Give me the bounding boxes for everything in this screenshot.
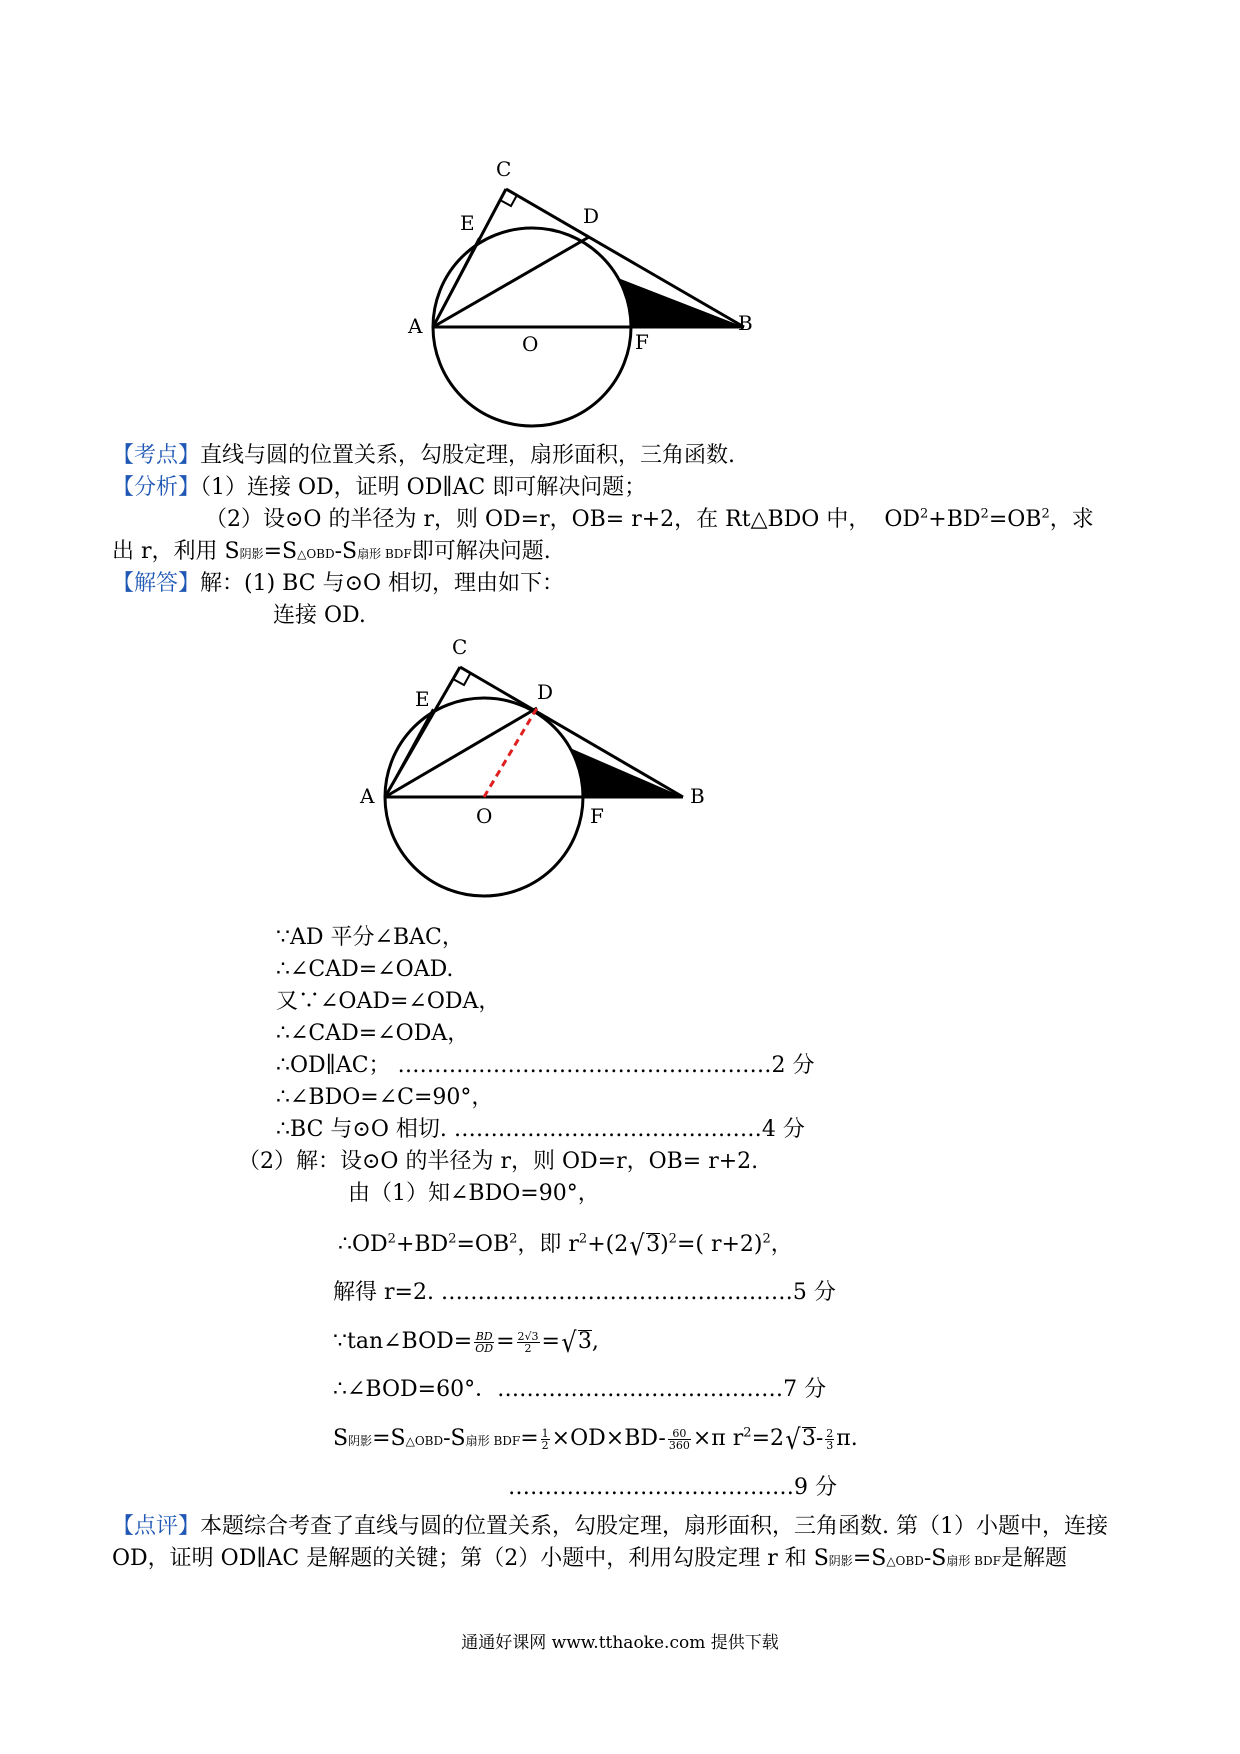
label-c: C [452,635,468,659]
kaodian-line [112,441,735,471]
fenxi-line-3: 出 r，利用 S阴影=S△OBD-S扇形 BDF即可解决问题. [112,539,551,564]
dianping-tag: 【点评】 [112,1514,201,1539]
proof-s1: ∵AD 平分∠BAC， [276,925,464,950]
label-f: F [590,804,604,828]
jieda-tag: 【解答】 [112,571,201,596]
fenxi-p1: （1）连接 OD，证明 OD∥AC 即可解决问题； [200,475,647,500]
proof-s3: 又∵∠OAD=∠ODA， [276,989,501,1014]
proof-s5: ∴OD∥AC； ……………………………………………2 分 [276,1053,815,1078]
figure-1 [400,150,780,430]
part2-intro: （2）解：设⊙O 的半径为 r，则 OD=r，OB= r+2. [238,1149,759,1174]
label-b: B [690,784,705,808]
jieda-connect: 连接 OD. [273,603,366,628]
od-dashed-line [484,708,537,797]
label-a: A [408,314,423,338]
proof-s7: ∴BC 与⊙O 相切. ……………………………………4 分 [276,1117,805,1142]
bod-60: ∴∠BOD=60°．…………………………………7 分 [333,1377,827,1402]
part2-from: 由（1）知∠BDO=90°， [348,1181,600,1206]
label-d: D [583,204,600,228]
kaodian-tag: 【考点】 [112,443,201,468]
page-footer: 通通好课网 www.tthaoke.com 提供下载 [461,1633,779,1653]
figure-2 [355,630,725,910]
shaded-region [618,278,744,327]
fenxi-tag: 【分析】 [112,475,201,500]
jieda-line-1 [112,569,564,599]
label-b: B [738,311,753,335]
solve-r: 解得 r=2. …………………………………………5 分 [333,1280,836,1305]
pythagoras-equation: $\therefore OD^2+BD^2=OB^2$，即 $r^2+(2√3)^2=$( r+2)$^2$， [338,1229,793,1262]
label-o: O [522,332,539,356]
tan-equation: ∵tan∠BOD= $\frac{BD}{OD}$ = $\frac{2√3}{2}$ =√3, [333,1326,599,1359]
shaded-region [570,748,683,797]
label-d: D [537,680,554,704]
fenxi-line-1 [112,473,646,503]
proof-s6: ∴∠BDO=∠C=90°， [276,1085,494,1110]
score-9: …………………………………9 分 [508,1475,837,1500]
label-a: A [360,784,375,808]
label-e: E [415,687,430,711]
label-o: O [476,804,493,828]
label-f: F [635,330,649,354]
shaded-area-equation: S阴影=S△OBD-S扇形 BDF= $\frac{1}{2}$ ×OD×BD- $\frac{60}{360}$ ×π $r^2=2√3-$ $\frac{2}{3}$ π. [333,1423,858,1456]
fenxi-line-2: （2）设⊙O 的半径为 r，则 OD=r，OB= r+2，在 Rt△BDO 中， $OD^2+BD^2=OB^2$，求 [205,506,1094,532]
dianping-line-2: OD，证明 OD∥AC 是解题的关键；第（2）小题中，利用勾股定理 r 和 S阴影=S△OBD-S扇形 BDF是解题 [112,1546,1067,1571]
label-c: C [496,157,512,181]
label-e: E [460,211,475,235]
jieda-intro: 解：(1) BC 与⊙O 相切，理由如下： [200,571,565,596]
kaodian-text: 直线与圆的位置关系，勾股定理，扇形面积，三角函数. [200,443,736,468]
dianping-line-1: 【点评】本题综合考查了直线与圆的位置关系，勾股定理，扇形面积，三角函数. 第（1）小题中，连接 [112,1514,1109,1539]
proof-s4: ∴∠CAD=∠ODA， [276,1021,470,1046]
proof-s2: ∴∠CAD=∠OAD. [276,957,454,982]
